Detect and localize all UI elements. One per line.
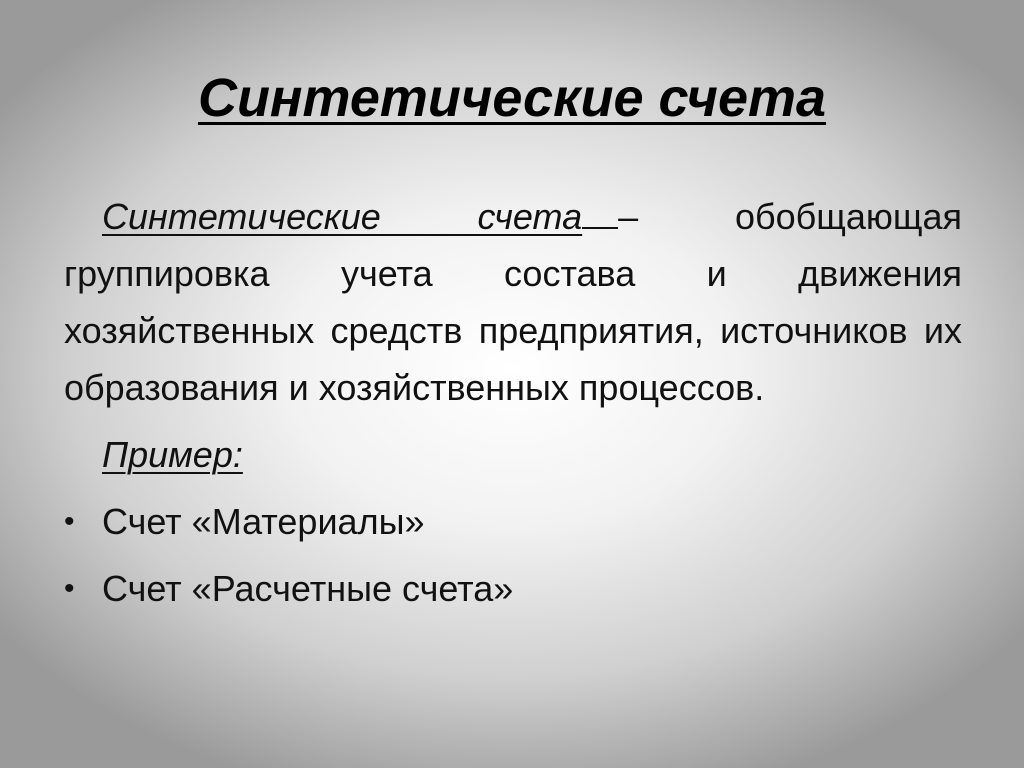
definition-dash: –: [618, 196, 639, 237]
bullet-icon: •: [64, 572, 75, 605]
slide-body: [64, 188, 962, 627]
slide-title: [0, 66, 1024, 130]
bullet-icon: •: [64, 505, 75, 538]
definition-paragraph: [64, 188, 962, 416]
definition-text: обобщающая группировка учета состава и движения хозяйственных средств предприятия, источников их образования и хозяйственных процессов.: [64, 196, 962, 408]
example-list: [64, 493, 962, 617]
list-item-text: Счет «Расчетные счета»: [102, 568, 514, 609]
term-underline-gap: [582, 197, 618, 229]
example-label: [102, 426, 962, 483]
list-item: [64, 560, 962, 617]
example-label-text: Пример:: [102, 434, 243, 475]
definition-term: Синтетические счета: [102, 196, 583, 237]
list-item-text: Счет «Материалы»: [102, 501, 425, 542]
list-item: [64, 493, 962, 550]
slide-title-text: Синтетические счета: [197, 68, 827, 128]
